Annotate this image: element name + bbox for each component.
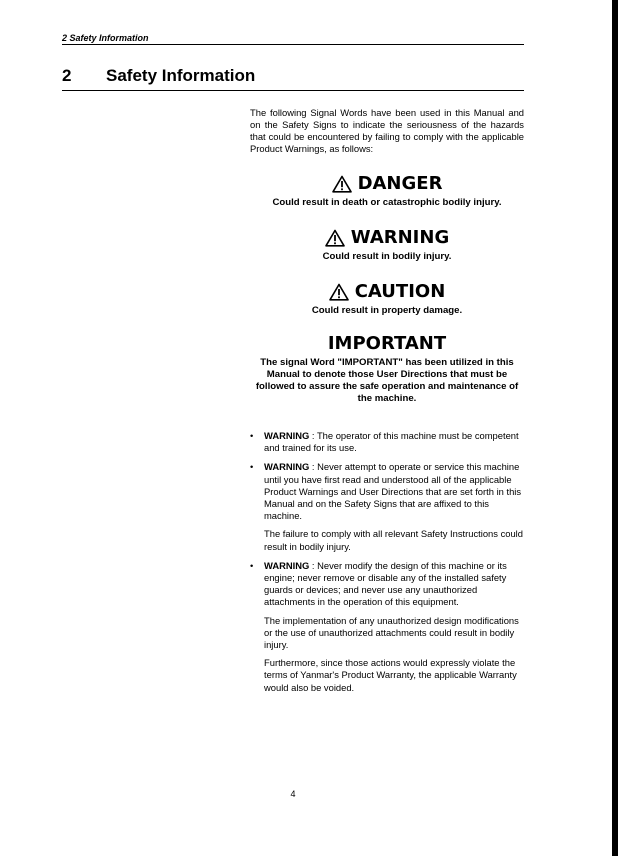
warning-text: : Never modify the design of this machine or its engine; never remove or disable any of the installed safety guards or devices; and never use any unauthorized attachments in the operation of this equipment. <box>264 559 507 608</box>
page-edge <box>612 0 618 856</box>
warning-text: : The operator of this machine must be competent and trained for its use. <box>264 430 519 454</box>
signal-description-danger: Could result in death or catastrophic bodily injury. <box>272 197 502 208</box>
signal-warning <box>250 227 524 263</box>
intro-paragraph: The following Signal Words have been used in this Manual and on the Safety Signs to indicate the seriousness of the hazards that could be encountered by failing to comply with the applicable Product Warnings, as follows: <box>250 107 524 154</box>
warning-followup: The failure to comply with all relevant Safety Instructions could result in bodily injury. <box>264 528 523 552</box>
bullet-marker: • <box>250 559 254 571</box>
signal-word-important: IMPORTANT <box>327 333 447 354</box>
list-item <box>250 560 524 694</box>
warning-list <box>250 430 524 694</box>
warning-triangle-icon <box>329 283 349 301</box>
list-item <box>250 430 524 454</box>
chapter-heading <box>62 66 524 91</box>
warning-label: WARNING <box>264 430 310 441</box>
chapter-number: 2 <box>62 66 72 85</box>
page-number: 4 <box>290 789 296 799</box>
warning-followup: The implementation of any unauthorized design modifications or the use of unauthorized attachments could result in bodily injury. <box>264 614 519 651</box>
signal-word-danger: DANGER <box>357 173 443 194</box>
signal-description-warning: Could result in bodily injury. <box>322 251 452 262</box>
important-description: The signal Word "IMPORTANT" has been utilized in this Manual to denote those User Directions that must be followed to assure the safe operation and maintenance of the machine. <box>255 357 519 404</box>
warning-text: : Never attempt to operate or service this machine until you have first read and understood all of the applicable Product Warnings and User Directions that are set forth in this Manual and on the Safety Signs that are affixed to this machine. <box>264 461 522 522</box>
chapter-title: Safety Information <box>106 66 256 85</box>
signal-caution <box>250 281 524 317</box>
signal-word-caution: CAUTION <box>354 281 446 302</box>
warning-triangle-icon <box>325 229 345 247</box>
list-item <box>250 461 524 552</box>
warning-followup: Furthermore, since those actions would expressly violate the terms of Yanmar's Product Warranty, the applicable Warranty would also be voided. <box>264 657 517 693</box>
signal-description-caution: Could result in property damage. <box>311 305 463 316</box>
signal-word-warning: WARNING <box>350 227 450 248</box>
main-content <box>250 107 524 701</box>
warning-label: WARNING <box>264 559 310 571</box>
bullet-marker: • <box>250 461 254 473</box>
warning-triangle-icon <box>332 175 352 193</box>
running-header: 2 Safety Information <box>62 33 524 45</box>
warning-label: WARNING <box>264 461 310 473</box>
signal-danger <box>250 173 524 209</box>
bullet-marker: • <box>250 430 254 441</box>
